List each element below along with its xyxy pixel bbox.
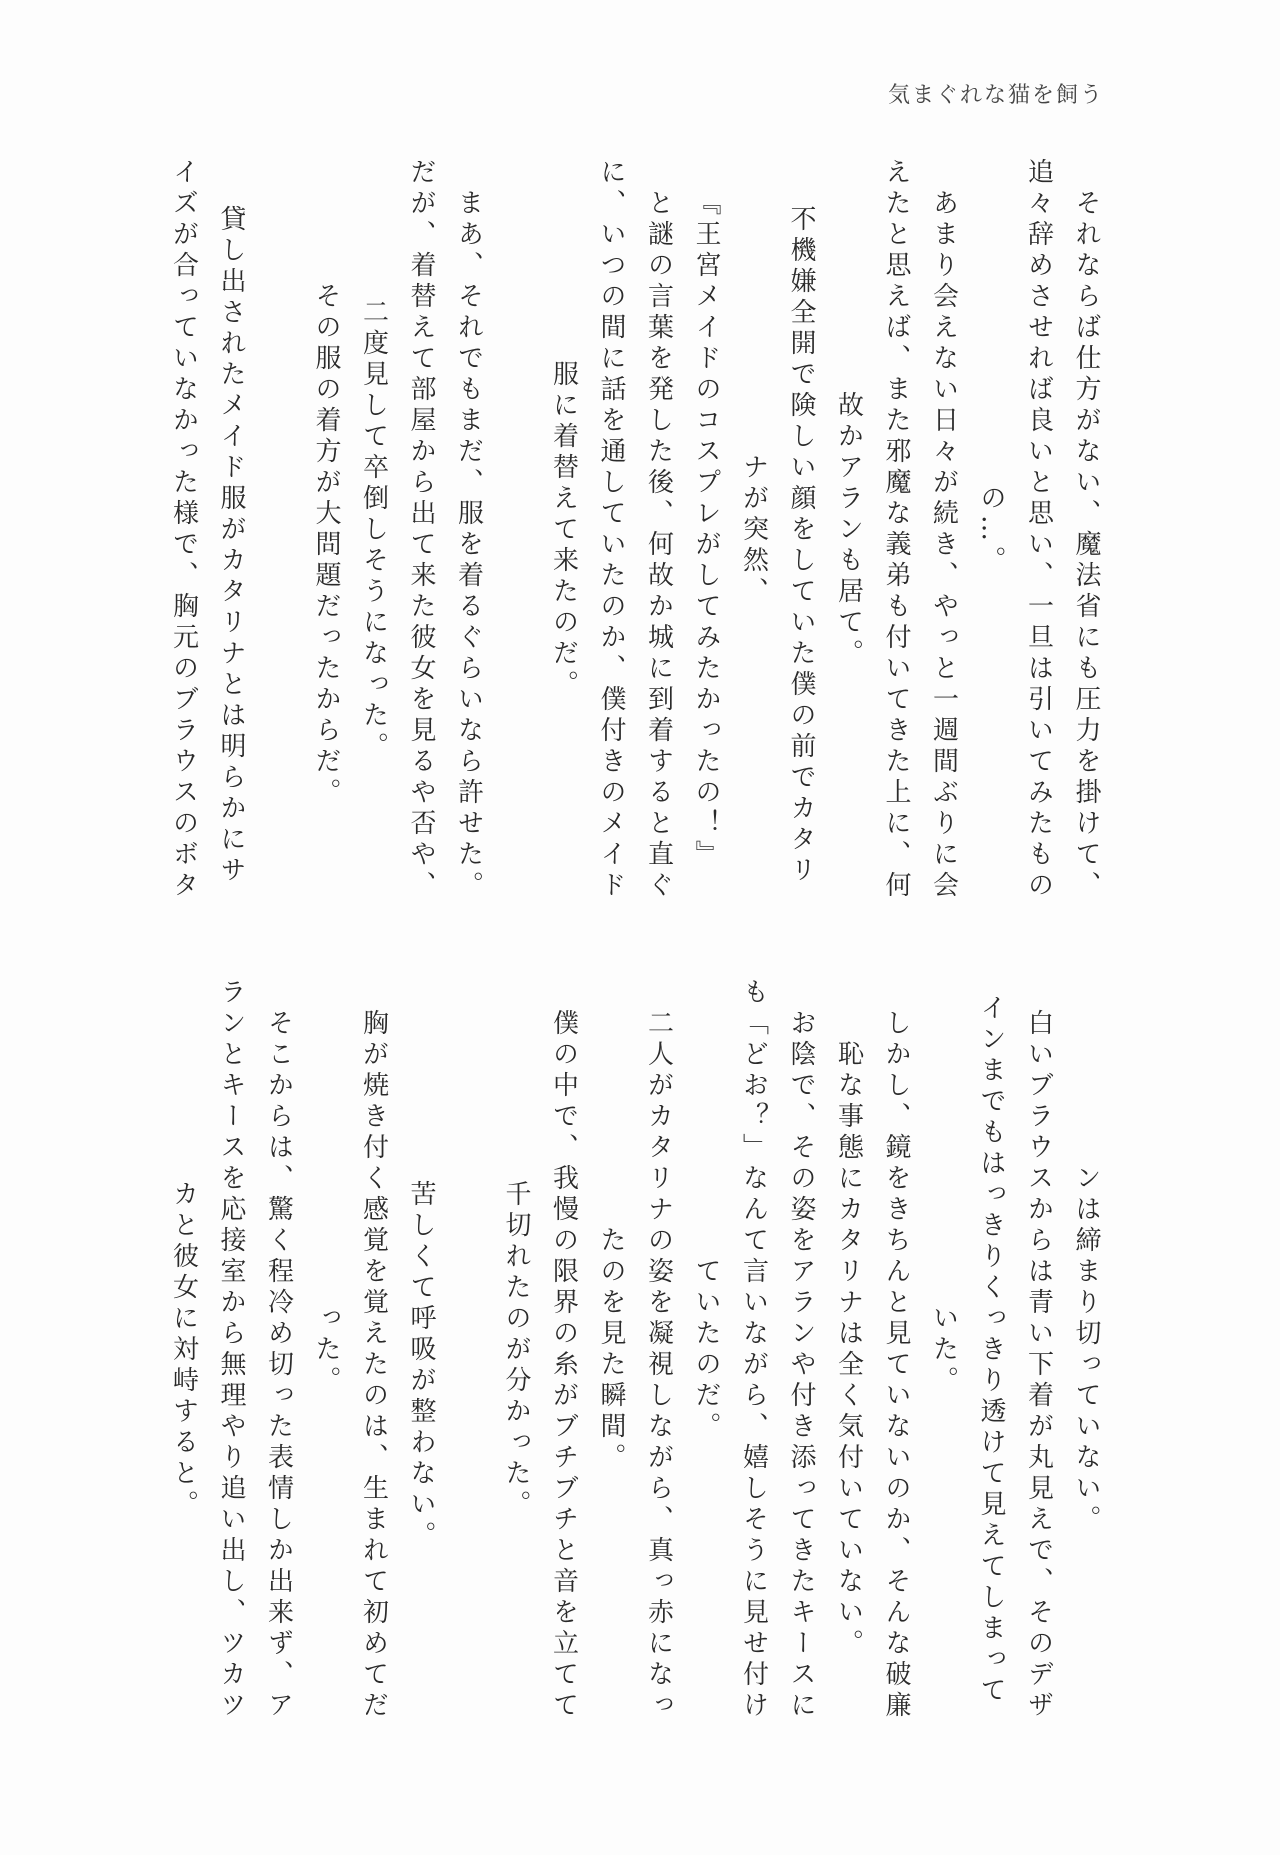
text-line: 不機嫌全開で険しい顔をしていた僕の前でカタリ (786, 173, 816, 887)
text-line: あまり会えない日々が続き、やっと一週間ぶりに会 (928, 158, 959, 902)
text-line: たのを見た瞬間。 (596, 1226, 626, 1474)
text-line: 千切れたのが分かった。 (501, 1179, 531, 1521)
text-line: しかし、鏡をきちんと見ていないのか、そんな破廉 (881, 978, 911, 1722)
text-line: そこからは、驚く程冷め切った表情しか出来ず、ア (263, 978, 294, 1722)
text-line: ていたのだ。 (691, 1257, 721, 1443)
text-line: と謎の言葉を発した後、何故か城に到着すると直ぐ (643, 158, 674, 902)
blank-line (254, 150, 302, 910)
text-line: だが、着替えて部屋から出て来た彼女を見るや否や、 (406, 158, 436, 902)
text-line: イズが合っていなかった様で、胸元のブラウスのボタ (168, 158, 199, 902)
text-line: その服の着方が大問題だったからだ。 (311, 251, 341, 809)
text-line: 服に着替えて来たのだ。 (548, 359, 579, 701)
text-line: 二人がカタリナの姿を凝視しながら、真っ赤になっ (643, 978, 674, 1722)
blank-line (444, 970, 492, 1730)
text-line: に、いつの間に話を通していたのか、僕付きのメイド (596, 158, 626, 902)
text-line: インまでもはっきりくっきり透けて見えてしまって (976, 993, 1006, 1707)
text-line: まあ、それでもまだ、服を着るぐらいなら許せた。 (453, 158, 484, 902)
text-line: お陰で、その姿をアランや付き添ってきたキースに (786, 978, 816, 1722)
text-line: 僕の中で、我慢の限界の糸がブチブチと音を立てて (548, 978, 579, 1722)
text-line: 二度見して卒倒しそうになった。 (358, 297, 389, 763)
text-line: ナが突然、 (738, 452, 769, 608)
text-line: えたと思えば、また邪魔な義弟も付いてきた上に、何 (881, 158, 911, 902)
text-line: いた。 (928, 1303, 959, 1397)
text-line: 白いブラウスからは青い下着が丸見えで、そのデザ (1023, 978, 1054, 1722)
text-line: 故かアランも居て。 (833, 390, 864, 670)
text-block-upper (159, 150, 1109, 910)
text-line: カと彼女に対峙すると。 (168, 1179, 199, 1521)
text-line: ンは締まり切っていない。 (1071, 1164, 1101, 1536)
running-head: 気まぐれな猫を飼う (887, 83, 1104, 108)
text-line: 恥な事態にカタリナは全く気付いていない。 (833, 1040, 864, 1660)
text-line: 貸し出されたメイド服がカタリナとは明らかにサ (216, 173, 246, 887)
text-line: 苦しくて呼吸が整わない。 (406, 1148, 436, 1552)
text-line: 追々辞めさせれば良いと思い、一旦は引いてみたもの (1023, 158, 1054, 902)
text-line: った。 (311, 1303, 341, 1397)
blank-line (492, 150, 540, 910)
text-line: ランとキースを応接室から無理やり追い出し、ツカツ (216, 978, 246, 1722)
text-block-lower (159, 970, 1109, 1730)
text-line: 胸が焼き付く感覚を覚えたのは、生まれて初めてだ (358, 978, 389, 1722)
text-line: の…。 (976, 483, 1006, 577)
text-line: 『王宮メイドのコスプレがしてみたかったの！』 (691, 189, 721, 871)
text-line: それならば仕方がない、魔法省にも圧力を掛けて、 (1071, 158, 1101, 902)
text-line: も「どお？」なんて言いながら、嬉しそうに見せ付け (738, 978, 769, 1722)
